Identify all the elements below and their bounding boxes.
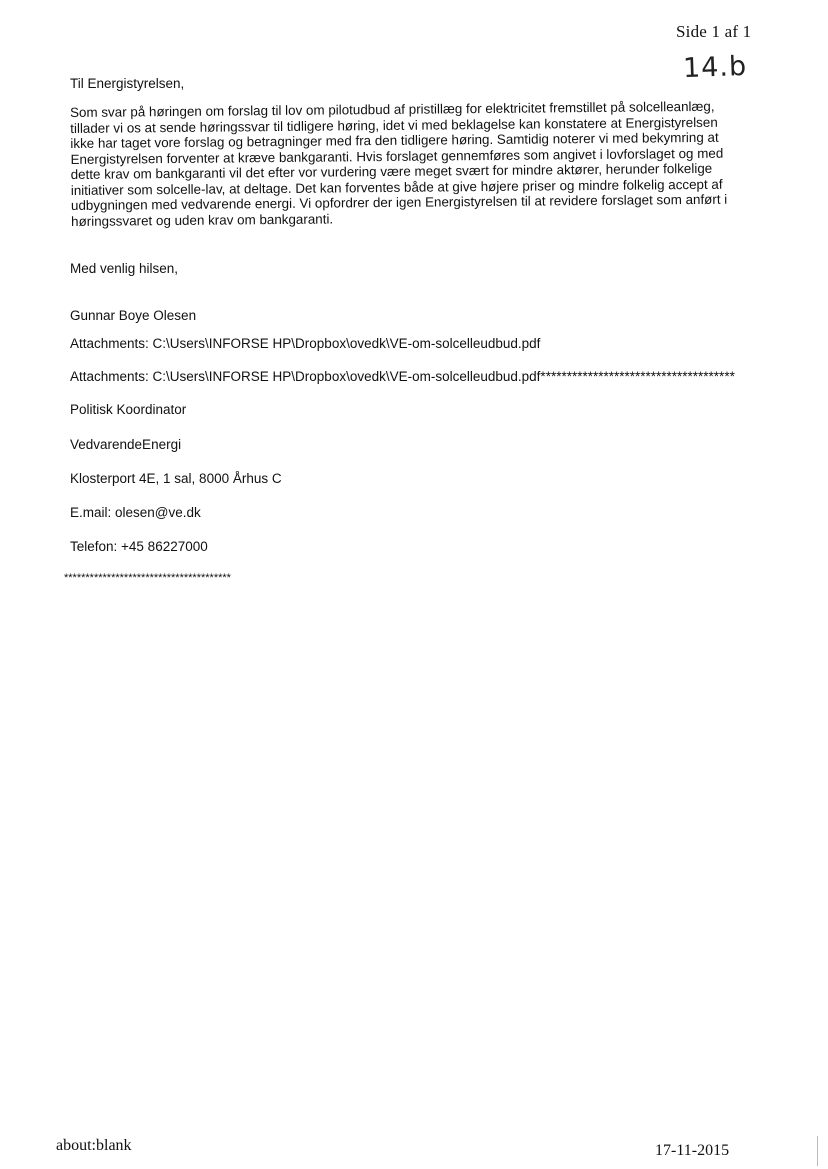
attachment-line-2: Attachments: C:\Users\INFORSE HP\Dropbox\ovedk\VE-om-solcelleudbud.pdf************************************* [70,369,735,384]
postal-address: Klosterport 4E, 1 sal, 8000 Århus C [70,471,282,486]
handwritten-note: 14.b [682,50,748,85]
letter-greeting: Til Energistyrelsen, [70,76,185,91]
phone-line: Telefon: +45 86227000 [70,539,208,554]
footer-url: about:blank [56,1137,132,1154]
separator-line: *************************************** [64,572,231,584]
attachment-line-1: Attachments: C:\Users\INFORSE HP\Dropbox\ovedk\VE-om-solcelleudbud.pdf [70,336,541,351]
sender-title: Politisk Koordinator [70,402,187,417]
organization-name: VedvarendeEnergi [70,437,182,452]
page-edge-mark [817,1136,818,1166]
page-number-label: Side 1 af 1 [676,22,752,41]
email-line: E.mail: olesen@ve.dk [70,505,201,520]
footer-date: 17-11-2015 [655,1142,730,1159]
sender-name: Gunnar Boye Olesen [70,308,197,323]
letter-closing: Med venlig hilsen, [70,261,179,276]
letter-body: Som svar på høringen om forslag til lov om pilotudbud af pristillæg for elektricitet fremstillet på solcelleanlæg, tillader vi os at sende høringssvar til tidligere høring, idet vi med beklagelse kan konstatere at Energistyrelsen ikke har taget vore forslag og betragninger med fra den tidligere høring. Samtidig noterer vi med bekymring at Energistyrelsen forventer at kræve bankgaranti. Hvis forslaget gennemføres som angivet i lovforslaget og med dette krav om bankgaranti vil det efter vor vurdering være meget svært for mindre aktører, herunder folkelige initiativer som solcelle-lav, at deltage. Det kan forventes både at give højere priser og mindre folkelig accept af udbygningen med vedvarende energi. Vi opfordrer der igen Energistyrelsen til at revidere forslaget som anført i høringssvaret og uden krav om bankgaranti. [70,98,728,229]
